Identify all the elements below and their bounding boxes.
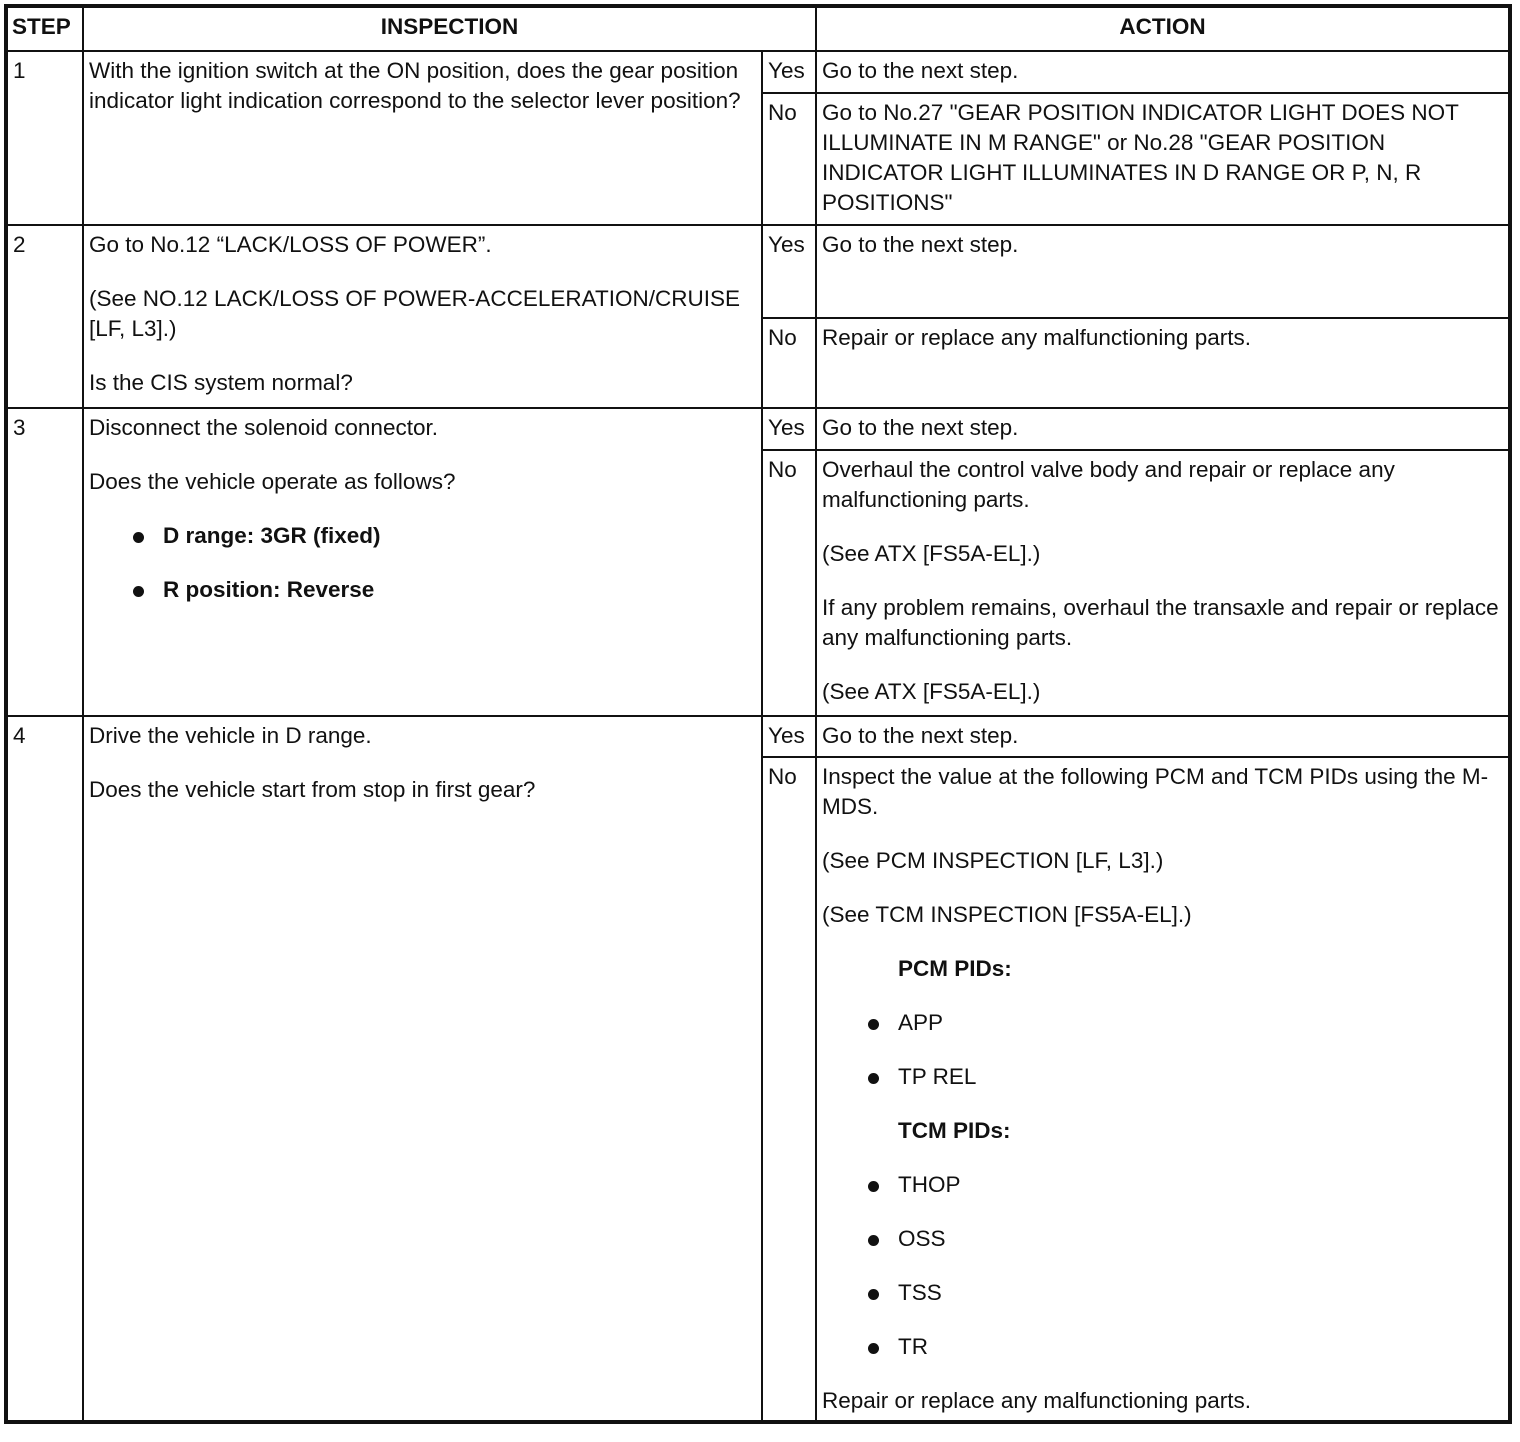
action-text: Go to No.27 "GEAR POSITION INDICATOR LIGHT DOES NOT ILLUMINATE IN M RANGE" or No.28 "GEAR POSITION INDICATOR LIGHT ILLUMINATES IN D RANGE OR P, N, R POSITIONS" [822, 100, 1459, 215]
inspection-text: Does the vehicle start from stop in first gear? [89, 777, 536, 802]
no-label: No [762, 450, 816, 716]
inspection-bullet: D range: 3GR (fixed) [89, 521, 756, 551]
header-inspection: INSPECTION [83, 7, 816, 51]
no-label: No [762, 93, 816, 225]
no-action [816, 93, 1509, 225]
inspection-text: With the ignition switch at the ON position, does the gear position indicator light indication correspond to the selector lever position? [89, 58, 741, 113]
troubleshooting-table [6, 6, 1510, 1422]
inspection-text: Does the vehicle operate as follows? [89, 469, 456, 494]
action-text: Inspect the value at the following PCM and TCM PIDs using the M-MDS. [822, 764, 1489, 819]
inspection-text: (See NO.12 LACK/LOSS OF POWER-ACCELERATION/CRUISE [LF, L3].) [89, 286, 740, 341]
yes-action: Go to the next step. [816, 51, 1509, 93]
step-2-yes-row [7, 225, 1509, 318]
header-row [7, 7, 1509, 51]
pid-item: THOP [822, 1170, 1503, 1200]
inspection-bullet: R position: Reverse [89, 575, 756, 605]
step-number: 1 [7, 51, 83, 225]
yes-label: Yes [762, 225, 816, 318]
step-3-yes-row [7, 408, 1509, 450]
header-action: ACTION [816, 7, 1509, 51]
step-4-yes-row [7, 716, 1509, 757]
step-number: 4 [7, 716, 83, 1421]
yes-label: Yes [762, 51, 816, 93]
pid-item: OSS [822, 1224, 1503, 1254]
step-inspection [83, 51, 762, 225]
header-step: STEP [7, 7, 83, 51]
pid-item: TR [822, 1332, 1503, 1362]
action-text: Repair or replace any malfunctioning parts. [822, 1388, 1251, 1413]
step-inspection [83, 716, 762, 1421]
action-text: (See ATX [FS5A-EL].) [822, 679, 1041, 704]
action-text: (See PCM INSPECTION [LF, L3].) [822, 848, 1164, 873]
action-text: Repair or replace any malfunctioning parts. [822, 325, 1251, 350]
no-label: No [762, 757, 816, 1421]
action-text: If any problem remains, overhaul the transaxle and repair or replace any malfunctioning parts. [822, 595, 1499, 650]
yes-action: Go to the next step. [816, 716, 1509, 757]
pid-item: APP [822, 1008, 1503, 1038]
pid-item: TSS [822, 1278, 1503, 1308]
no-action [816, 318, 1509, 408]
inspection-text: Disconnect the solenoid connector. [89, 415, 438, 440]
yes-label: Yes [762, 408, 816, 450]
pid-item: TP REL [822, 1062, 1503, 1092]
action-text: (See TCM INSPECTION [FS5A-EL].) [822, 902, 1192, 927]
action-text: (See ATX [FS5A-EL].) [822, 541, 1041, 566]
step-inspection [83, 225, 762, 408]
step-inspection [83, 408, 762, 716]
pcm-pids-heading: PCM PIDs: [898, 956, 1012, 981]
yes-action: Go to the next step. [816, 225, 1509, 318]
no-action [816, 757, 1509, 1421]
no-label: No [762, 318, 816, 408]
tcm-pids-heading: TCM PIDs: [898, 1118, 1011, 1143]
yes-label: Yes [762, 716, 816, 757]
action-text: Overhaul the control valve body and repair or replace any malfunctioning parts. [822, 457, 1395, 512]
step-1-yes-row [7, 51, 1509, 93]
step-number: 2 [7, 225, 83, 408]
no-action [816, 450, 1509, 716]
yes-action: Go to the next step. [816, 408, 1509, 450]
step-number: 3 [7, 408, 83, 716]
inspection-text: Is the CIS system normal? [89, 370, 353, 395]
inspection-text: Drive the vehicle in D range. [89, 723, 372, 748]
inspection-text: Go to No.12 “LACK/LOSS OF POWER”. [89, 232, 492, 257]
